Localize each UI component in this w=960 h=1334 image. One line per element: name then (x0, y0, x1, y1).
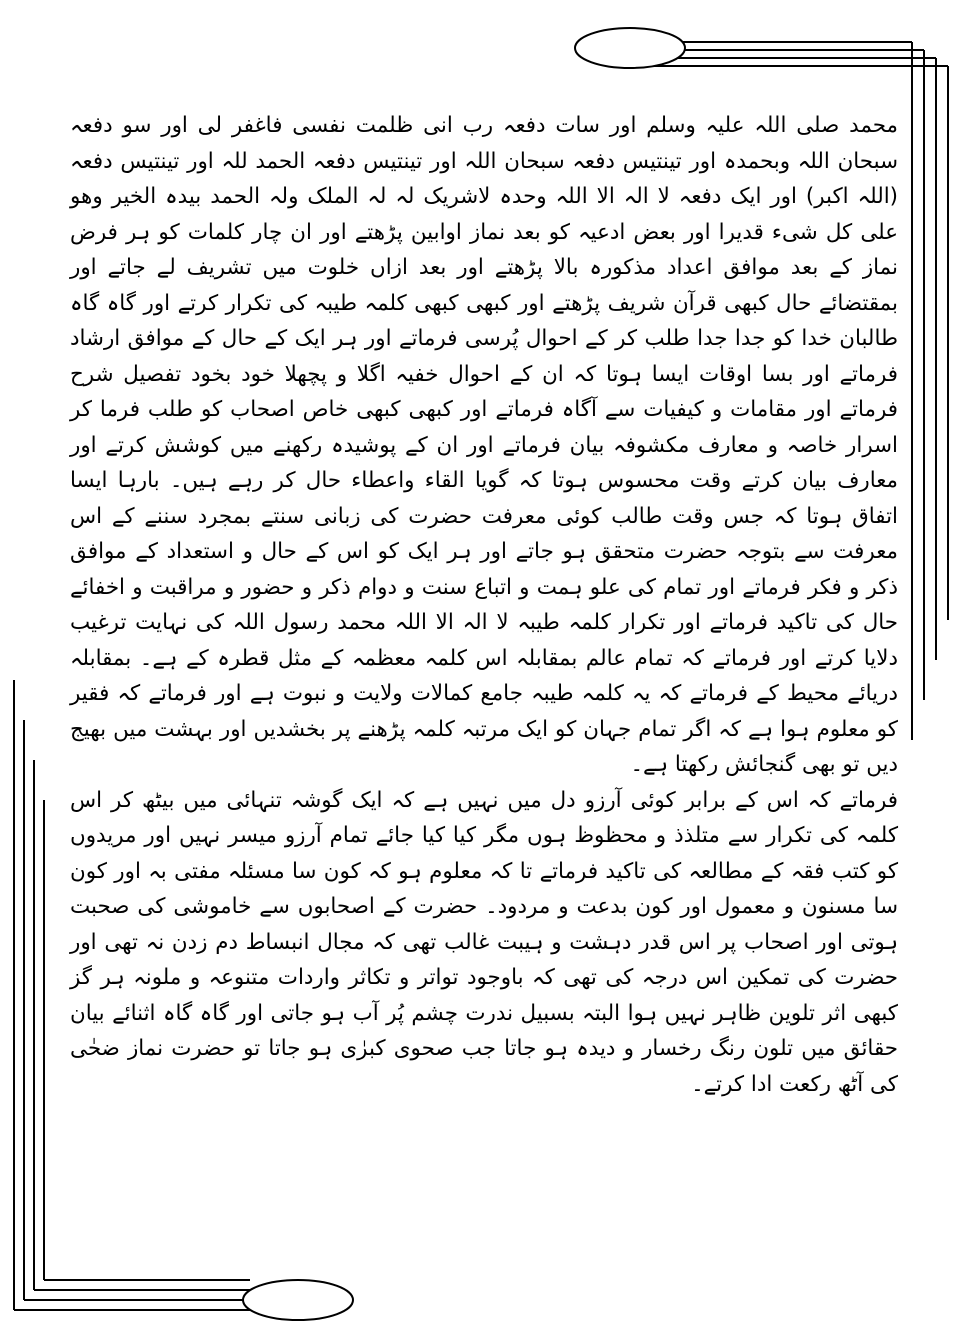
urdu-body-text (70, 108, 898, 1102)
bottom-ornament-ellipse (243, 1280, 353, 1320)
paragraph-2: فرماتے کہ اس کے برابر کوئی آرزو دل میں نہیں ہے کہ ایک گوشہ تنہائی میں بیٹھ کر اس کلمہ کی تکرار سے متلذذ و محظوظ ہوں مگر کیا کیا جائے تمام آرزو میسر نہیں اور مریدوں کو کتب فقہ کے مطالعہ کی تاکید فرماتے تا کہ معلوم ہو کہ کون سا مسئلہ مفتی بہ اور کون سا مسنون و معمول اور کون بدعت و مردود۔ حضرت کے اصحابوں سے خاموشی کی صحبت ہوتی اور اصحاب پر اس قدر دہشت و ہیبت غالب تھی کہ مجال انبساط دم زدن نہ تھی اور حضرت کی تمکین اس درجہ کی تھی کہ باوجود تواتر و تکاثر واردات متنوعہ و ملونہ ہر گز کبھی اثر تلوین ظاہر نہیں ہوا البتہ بسبیل ندرت چشم پُر آب ہو جاتی اور گاہ گاہ اثنائے بیان حقائق میں تلون رنگ رخسار و دیدہ ہو جاتا جب صحوی کبرٰی ہو جاتا تو حضرت نماز ضحٰی کی آٹھ رکعت ادا کرتے۔ (70, 787, 898, 1097)
paragraph-1: محمد صلی اللہ علیہ وسلم اور سات دفعہ رب انی ظلمت نفسی فاغفر لی اور سو دفعہ سبحان اللہ وبحمدہ اور تینتیس دفعہ سبحان اللہ اور تینتیس دفعہ الحمد للہ اور تینتیس دفعہ (اللہ اکبر) اور ایک دفعہ لا الہ الا اللہ وحدہ لاشریک لہ لہ الملک ولہ الحمد بیدہ الخیر وھو علی کل شیء قدیرا اور بعض ادعیہ کو بعد نماز اوابین پڑھتے اور ان چار کلمات کو ہر فرض نماز کے بعد موافق اعداد مذکورہ بالا پڑھتے اور بعد ازاں خلوت میں تشریف لے جاتے اور بمقتضائے حال کبھی قرآن شریف پڑھتے اور کبھی کبھی کلمہ طیبہ کی تکرار کرتے اور گاہ گاہ طالبان خدا کو جدا جدا طلب کر کے احوال پُرسی فرماتے اور ہر ایک کے حال کے موافق ارشاد فرماتے اور بسا اوقات ایسا ہوتا کہ ان کے احوال خفیہ اگلا و پچھلا خود بخود تفصیل شرح فرماتے اور مقامات و کیفیات سے آگاہ فرماتے اور کبھی کبھی خاص اصحاب کو طلب فرما کر اسرار خاصہ و معارف مکشوفہ بیان فرماتے اور ان کے پوشیدہ رکھنے میں کوشش کرتے اور معارف بیان کرتے وقت محسوس ہوتا کہ گویا القاء واعطاء حال کر رہے ہیں۔ بارہا ایسا اتفاق ہوتا کہ جس وقت طالب کوئی معرفت حضرت کی زبانی سنتے بمجرد سننے کے اس معرفت سے بتوجہ حضرت متحقق ہو جاتے اور ہر ایک کو اس کے حال و استعداد کے موافق ذکر و فکر فرماتے اور تمام کی علو ہمت و اتباع سنت و دوام ذکر و حضور و مراقبت و اخفائے حال کی تاکید فرماتے اور تکرار کلمہ طیبہ لا الہ الا اللہ محمد رسول اللہ کی نہایت ترغیب دلایا کرتے اور فرماتے کہ تمام عالم بمقابلہ اس کلمہ معظمہ کے مثل قطرہ کے ہے۔ بمقابلہ دریائے محیط کے فرماتے کہ یہ کلمہ طیبہ جامع کمالات ولایت و نبوت ہے اور فرماتے کہ فقیر کو معلوم ہوا ہے کہ اگر تمام جہان کو ایک مرتبہ کلمہ پڑھنے پر بخشدیں اور بہشت میں بھیج دیں تو بھی گنجائش رکھتا ہے۔ (70, 113, 898, 777)
top-ornament-ellipse (575, 28, 685, 68)
